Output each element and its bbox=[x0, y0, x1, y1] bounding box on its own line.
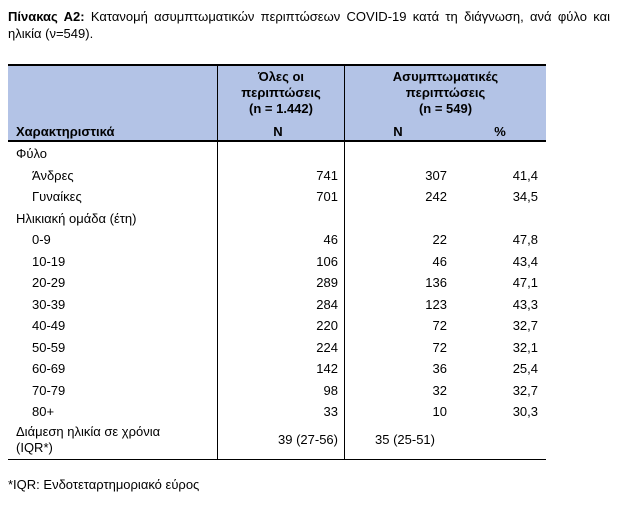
row-label: 0-9 bbox=[32, 232, 51, 247]
cell-n-all: 289 bbox=[316, 275, 338, 290]
header-all-cases bbox=[218, 69, 344, 117]
cell-n-asym: 72 bbox=[432, 339, 447, 355]
cell-n-all: 224 bbox=[316, 339, 338, 355]
cell-n-asym: 123 bbox=[425, 296, 447, 312]
cell-pct: 25,4 bbox=[512, 361, 538, 376]
cell-n-all: 33 bbox=[323, 404, 338, 419]
cell-n-asym: 136 bbox=[425, 275, 447, 290]
table-row bbox=[8, 273, 546, 294]
cell-n-asym: 32 bbox=[432, 382, 447, 398]
header-n-all: N bbox=[273, 124, 283, 139]
row-label: 10-19 bbox=[32, 253, 66, 269]
data-table bbox=[8, 64, 546, 460]
cell-pct: 32,7 bbox=[512, 382, 538, 398]
cell-n-all: 46 bbox=[323, 232, 338, 247]
cell-n-all: 142 bbox=[316, 361, 338, 376]
header-all-cases-line2: περιπτώσεις bbox=[241, 85, 321, 100]
row-label: 70-79 bbox=[32, 382, 66, 398]
table-row bbox=[8, 252, 546, 273]
footnote: *IQR: Ενδοτεταρτημοριακό εύρος bbox=[8, 477, 200, 492]
header-pct: % bbox=[494, 124, 506, 139]
row-category-label: Φύλο bbox=[16, 146, 48, 161]
table-caption bbox=[8, 8, 610, 42]
header-characteristics: Χαρακτηριστικά bbox=[16, 124, 115, 139]
table-header bbox=[8, 64, 546, 142]
row-label: 80+ bbox=[32, 404, 55, 419]
cell-pct: 32,7 bbox=[512, 318, 538, 333]
median-age-label bbox=[16, 424, 160, 456]
cell-pct: 43,4 bbox=[512, 253, 538, 269]
row-label: 60-69 bbox=[32, 361, 66, 376]
median-age-row bbox=[8, 424, 546, 460]
row-category-label: Ηλικιακή ομάδα (έτη) bbox=[16, 210, 137, 226]
row-label: Άνδρες bbox=[32, 167, 74, 183]
table-row bbox=[8, 381, 546, 402]
table-row bbox=[8, 166, 546, 187]
row-label: Γυναίκες bbox=[32, 189, 82, 204]
cell-n-all: 741 bbox=[316, 167, 338, 183]
cell-n-asym: 10 bbox=[432, 404, 447, 419]
table-row bbox=[8, 187, 546, 208]
caption-label: Πίνακας Α2: bbox=[8, 9, 85, 24]
cell-n-all: 98 bbox=[323, 382, 338, 398]
cell-pct: 34,5 bbox=[512, 189, 538, 204]
cell-n-asym: 46 bbox=[432, 253, 447, 269]
cell-pct: 47,8 bbox=[512, 232, 538, 247]
cell-n-all: 701 bbox=[316, 189, 338, 204]
row-label: 20-29 bbox=[32, 275, 66, 290]
row-label: 30-39 bbox=[32, 296, 66, 312]
header-all-cases-line3: (n = 1.442) bbox=[249, 101, 313, 116]
cell-pct: 32,1 bbox=[512, 339, 538, 355]
median-age-asym: 35 (25-51) bbox=[375, 432, 435, 447]
cell-n-asym: 242 bbox=[425, 189, 447, 204]
table-row bbox=[8, 209, 546, 230]
row-label: 40-49 bbox=[32, 318, 66, 333]
table-row bbox=[8, 402, 546, 423]
table-row bbox=[8, 359, 546, 380]
table-row bbox=[8, 230, 546, 251]
table-row bbox=[8, 295, 546, 316]
cell-pct: 43,3 bbox=[512, 296, 538, 312]
header-asym-line1: Ασυμπτωματικές bbox=[392, 69, 499, 84]
median-age-label-line1: Διάμεση ηλικία σε χρόνια bbox=[16, 424, 161, 439]
caption-text: Κατανομή ασυμπτωματικών περιπτώσεων COVID-19 κατά τη διάγνωση, ανά φύλο και ηλικία (ν=549). bbox=[8, 9, 610, 41]
header-n-asym: N bbox=[393, 124, 403, 139]
cell-pct: 30,3 bbox=[512, 404, 538, 419]
table-bottom-border bbox=[8, 459, 546, 460]
cell-n-all: 220 bbox=[316, 318, 338, 333]
table-row bbox=[8, 338, 546, 359]
header-asym-line2: περιπτώσεις bbox=[405, 85, 486, 100]
header-asymptomatic bbox=[345, 69, 546, 117]
cell-pct: 41,4 bbox=[512, 167, 538, 183]
table-row bbox=[8, 316, 546, 337]
header-asym-line3: (n = 549) bbox=[418, 101, 473, 116]
median-age-label-line2: (IQR*) bbox=[16, 440, 53, 455]
median-age-all: 39 (27-56) bbox=[278, 432, 338, 447]
cell-n-asym: 72 bbox=[432, 318, 447, 333]
row-label: 50-59 bbox=[32, 339, 66, 355]
cell-n-all: 284 bbox=[316, 296, 338, 312]
table-row bbox=[8, 144, 546, 165]
cell-n-asym: 36 bbox=[432, 361, 447, 376]
cell-n-asym: 22 bbox=[432, 232, 447, 247]
header-all-cases-line1: Όλες οι bbox=[257, 69, 305, 84]
cell-n-all: 106 bbox=[316, 253, 338, 269]
cell-pct: 47,1 bbox=[512, 275, 538, 290]
cell-n-asym: 307 bbox=[425, 167, 447, 183]
